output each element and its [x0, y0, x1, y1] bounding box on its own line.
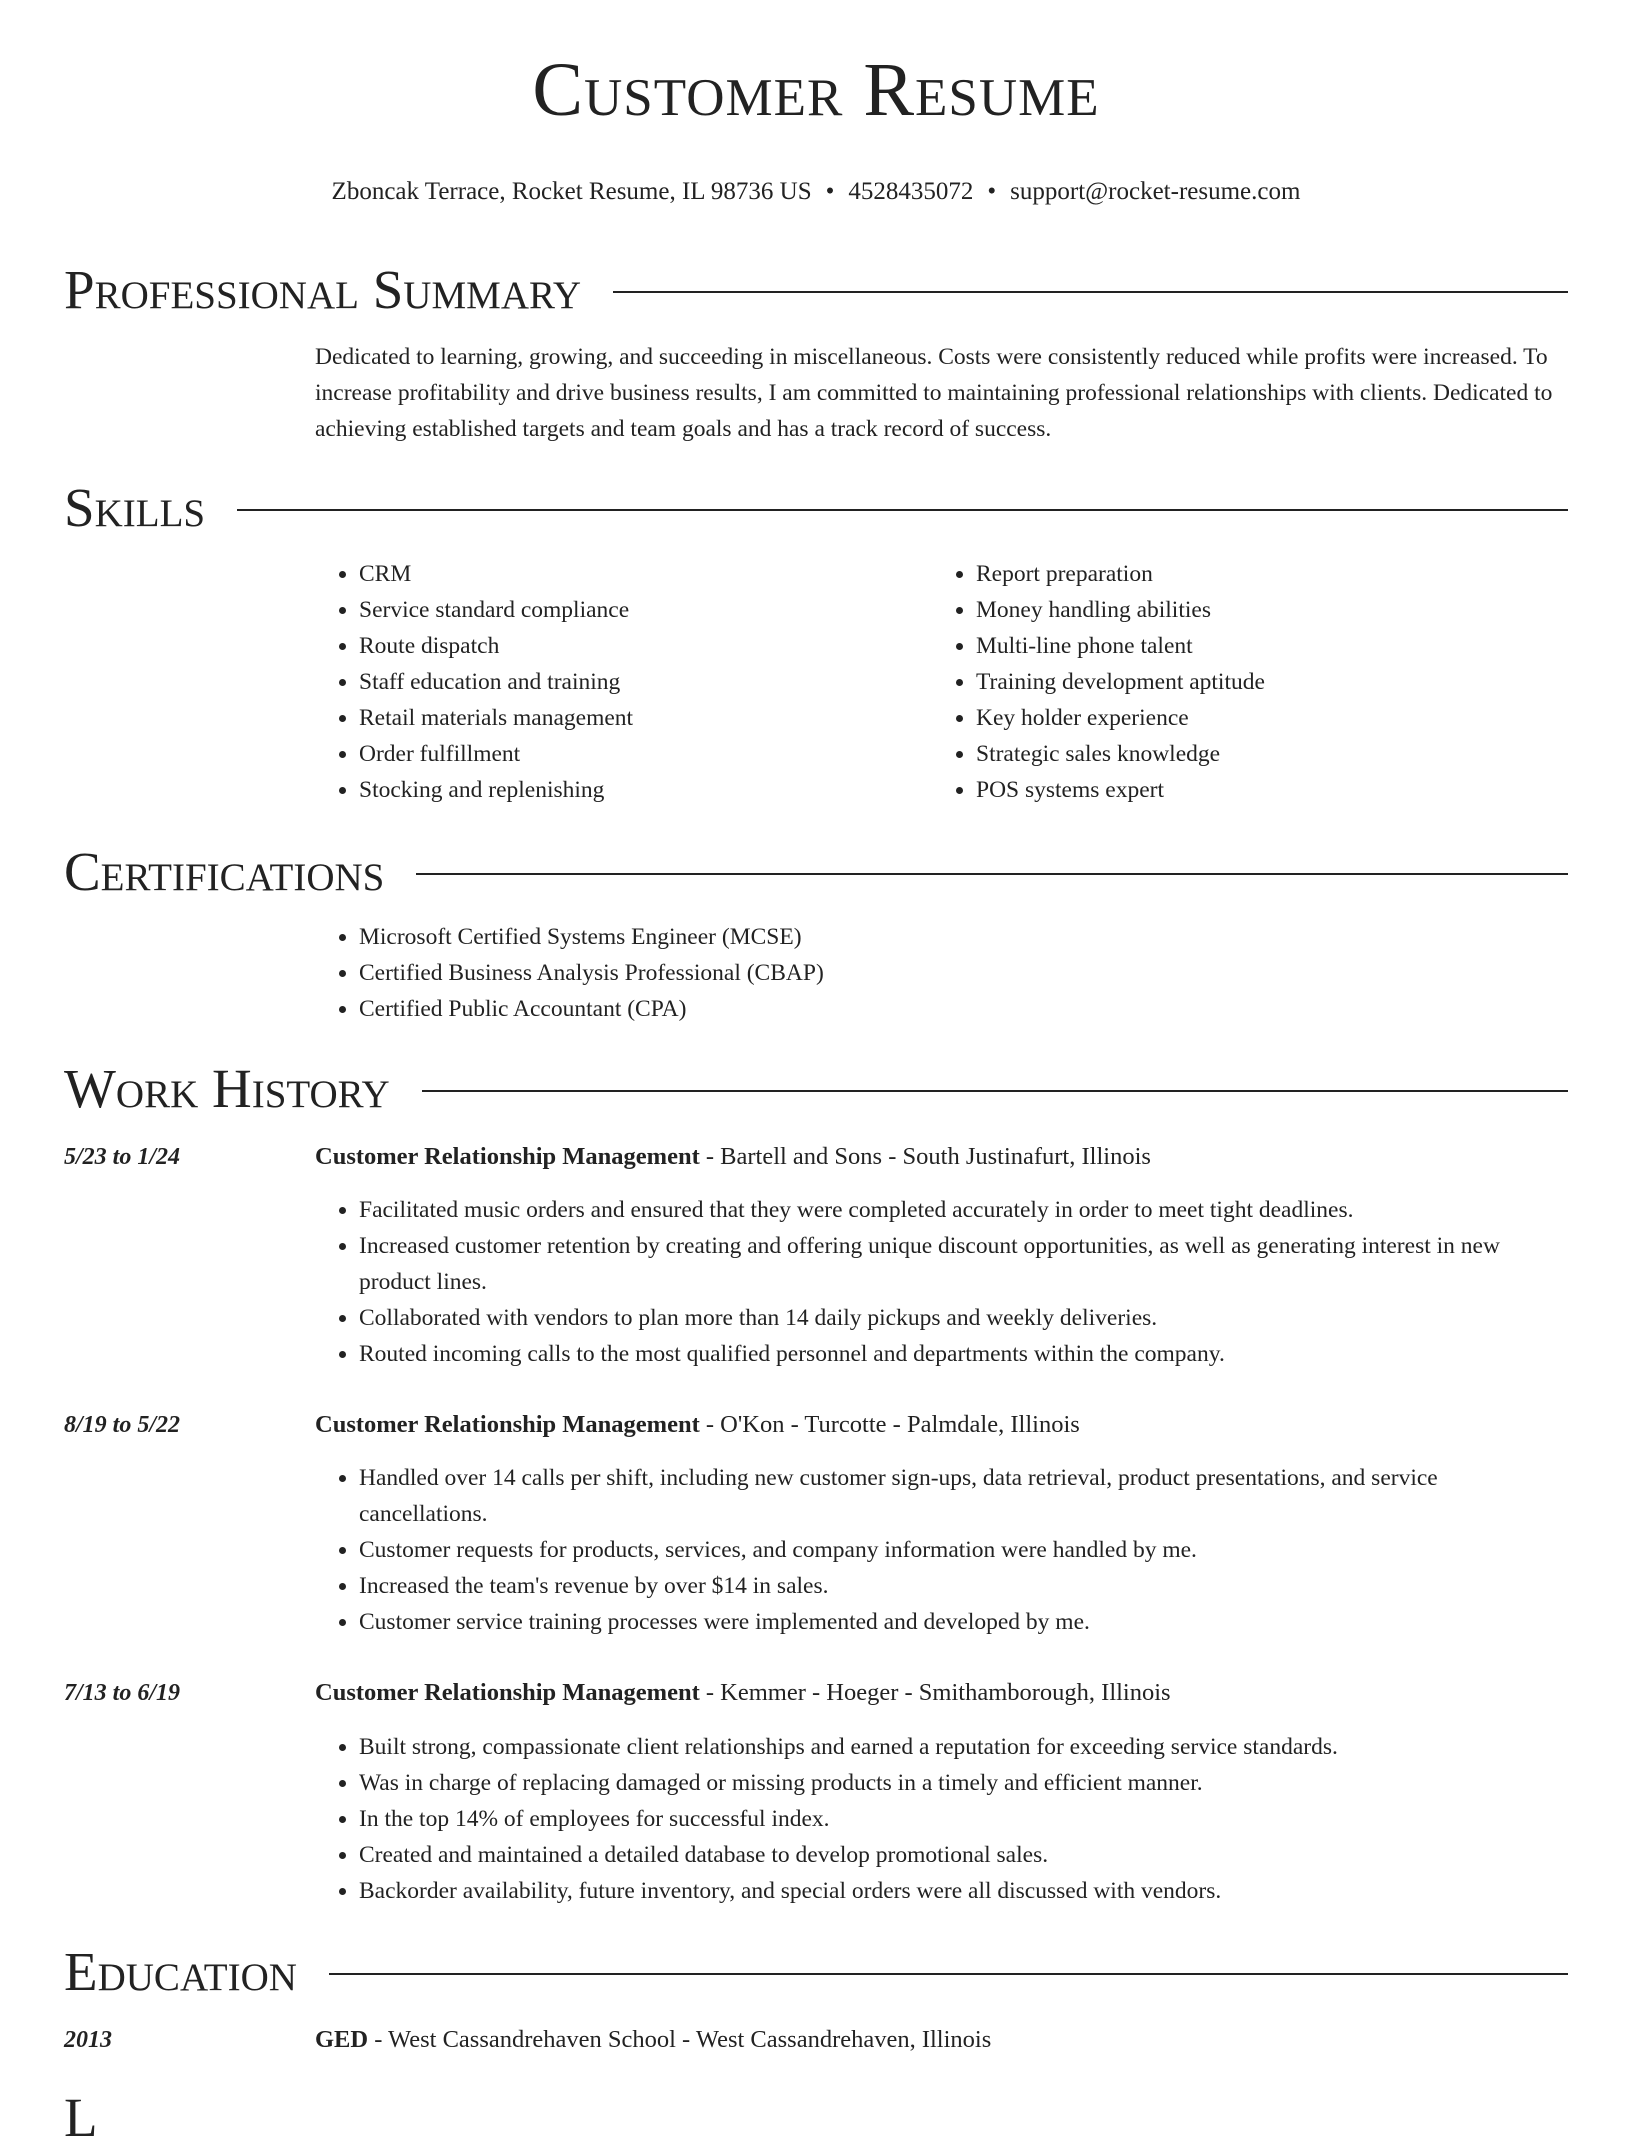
job-bullet: • Created and maintained a detailed database to develop promotional sales. [359, 1837, 1570, 1873]
job-title: Customer Relationship Management [315, 1411, 700, 1438]
contact-address: Zboncak Terrace, Rocket Resume, IL 98736 US [331, 178, 812, 205]
education-degree: GED [315, 2026, 369, 2053]
section-title: Skills [64, 477, 206, 538]
section-title: L [64, 2087, 98, 2148]
skill-item: • Stocking and replenishing [359, 772, 633, 808]
contact-phone: 4528435072 [848, 178, 974, 205]
resume-name: Customer Resume [532, 48, 1100, 132]
job-dates: 7/13 to 6/19 [64, 1680, 181, 1706]
skill-item: • Training development aptitude [976, 664, 1265, 700]
skills-column-right [932, 556, 1265, 808]
job-bullet: • Collaborated with vendors to plan more than 14 daily pickups and weekly deliveries. [359, 1300, 1570, 1336]
section-title: Education [64, 1941, 297, 2002]
skill-item: • POS systems expert [976, 772, 1265, 808]
job-title-line [315, 1677, 1570, 1709]
section-title: Professional Summary [64, 259, 582, 320]
skill-item: • Money handling abilities [976, 592, 1265, 628]
job-bullet: • Customer requests for products, services, and company information were handled by me. [359, 1532, 1570, 1568]
education-line [315, 2024, 1570, 2056]
job-bullets [315, 1460, 1570, 1640]
skill-item: • Retail materials management [359, 700, 633, 736]
skill-item: • Report preparation [976, 556, 1265, 592]
job-bullets [315, 1192, 1570, 1372]
contact-line [0, 176, 1632, 208]
education-year: 2013 [64, 2027, 112, 2053]
job-bullet: • Facilitated music orders and ensured that they were completed accurately in order to meet tight deadlines. [359, 1192, 1570, 1228]
job-bullet: • Increased customer retention by creating and offering unique discount opportunities, as well as generating interest in new product lines. [359, 1228, 1570, 1300]
section-divider [613, 291, 1568, 293]
section-header-partial [64, 2087, 1568, 2148]
job-bullet: • Customer service training processes were implemented and developed by me. [359, 1604, 1570, 1640]
skill-item: • Route dispatch [359, 628, 633, 664]
job-bullet: • In the top 14% of employees for successful index. [359, 1801, 1570, 1837]
certification-item: • Certified Business Analysis Professional (CBAP) [359, 955, 824, 991]
job-bullet: • Increased the team's revenue by over $14 in sales. [359, 1568, 1570, 1604]
section-header-certifications [64, 841, 1568, 902]
job-bullet: • Was in charge of replacing damaged or missing products in a timely and efficient manner. [359, 1765, 1570, 1801]
skill-item: • Staff education and training [359, 664, 633, 700]
skill-item: • Key holder experience [976, 700, 1265, 736]
skill-item: • CRM [359, 556, 633, 592]
summary-text: Dedicated to learning, growing, and succeeding in miscellaneous. Costs were consistently reduced while profits were increased. To increase profitability and drive business results, I am committed to maintaining professional relationships with clients. Dedicated to achieving established targets and team goals and has a track record of success. [315, 344, 1553, 442]
skill-item: • Order fulfillment [359, 736, 633, 772]
section-header-education [64, 1941, 1568, 2002]
section-header-work-history [64, 1058, 1568, 1119]
section-divider [416, 873, 1568, 875]
job-bullet: • Routed incoming calls to the most qualified personnel and departments within the company. [359, 1336, 1570, 1372]
certification-item: • Microsoft Certified Systems Engineer (MCSE) [359, 919, 824, 955]
job-employer: - Kemmer - Hoeger - Smithamborough, Illinois [699, 1679, 1171, 1706]
certifications-list [315, 919, 824, 1027]
contact-email: support@rocket-resume.com [1010, 178, 1301, 205]
job-bullet: • Handled over 14 calls per shift, including new customer sign-ups, data retrieval, product presentations, and service cancellations. [359, 1460, 1570, 1532]
skills-column-left [315, 556, 633, 808]
job-bullet: • Backorder availability, future inventory, and special orders were all discussed with vendors. [359, 1873, 1570, 1909]
section-divider [422, 1090, 1568, 1092]
section-divider [329, 1973, 1568, 1975]
skill-item: • Service standard compliance [359, 592, 633, 628]
job-employer: - O'Kon - Turcotte - Palmdale, Illinois [699, 1411, 1080, 1438]
job-title-line [315, 1409, 1570, 1441]
job-title-line [315, 1141, 1570, 1173]
job-title: Customer Relationship Management [315, 1679, 700, 1706]
contact-separator: • [987, 178, 997, 205]
certification-item: • Certified Public Accountant (CPA) [359, 991, 824, 1027]
job-bullets [315, 1729, 1570, 1909]
section-divider [237, 509, 1568, 511]
job-title: Customer Relationship Management [315, 1143, 700, 1170]
contact-separator: • [825, 178, 835, 205]
education-school: - West Cassandrehaven School - West Cassandrehaven, Illinois [368, 2026, 992, 2053]
job-dates: 8/19 to 5/22 [64, 1412, 181, 1438]
skill-item: • Strategic sales knowledge [976, 736, 1265, 772]
job-dates: 5/23 to 1/24 [64, 1144, 181, 1170]
job-employer: - Bartell and Sons - South Justinafurt, Illinois [699, 1143, 1151, 1170]
section-header-summary [64, 259, 1568, 320]
section-title: Work History [64, 1058, 390, 1119]
skill-item: • Multi-line phone talent [976, 628, 1265, 664]
section-header-skills [64, 477, 1568, 538]
section-title: Certifications [64, 841, 385, 902]
job-bullet: • Built strong, compassionate client relationships and earned a reputation for exceeding service standards. [359, 1729, 1570, 1765]
